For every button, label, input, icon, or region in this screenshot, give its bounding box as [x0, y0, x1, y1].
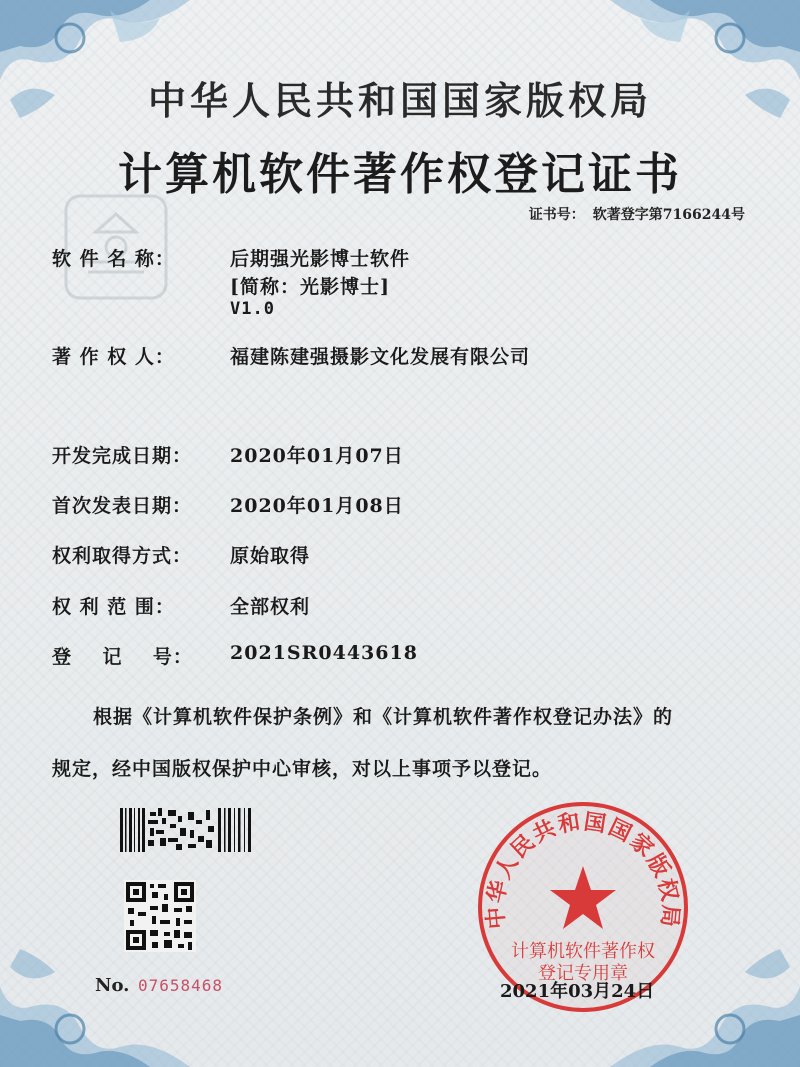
software-name-value: 后期强光影博士软件	[230, 248, 411, 270]
development-completion-label: 开发完成日期：	[52, 445, 193, 467]
rights-scope-label: 权 利 范 围：	[52, 596, 175, 618]
seal-line-1: 计算机软件著作权	[511, 941, 655, 962]
development-completion-row	[52, 441, 404, 468]
software-version: V1.0	[230, 299, 275, 319]
seal-line-2: 登记专用章	[538, 963, 628, 984]
statement-line-1: 根据《计算机软件保护条例》和《计算机软件著作权登记办法》的	[93, 706, 674, 728]
first-publication-value: 2020年01月08日	[230, 495, 404, 517]
acquisition-method-value: 原始取得	[230, 545, 311, 567]
development-completion-value: 2020年01月07日	[230, 445, 404, 467]
registration-number-value: 2021SR0443618	[230, 642, 418, 664]
acquisition-method-label: 权利取得方式：	[52, 545, 193, 567]
barcode-icon	[120, 808, 252, 852]
copyright-owner-label: 著 作 权 人：	[52, 346, 175, 368]
software-name-row	[52, 244, 411, 271]
first-publication-label: 首次发表日期：	[52, 495, 193, 517]
copyright-owner-value: 福建陈建强摄影文化发展有限公司	[230, 346, 531, 368]
rights-scope-value: 全部权利	[230, 596, 311, 618]
rights-scope-row	[52, 592, 311, 619]
copyright-owner-row	[52, 342, 531, 369]
issue-date: 2021年03月24日	[500, 981, 655, 1002]
statement-line-2: 规定，经中国版权保护中心审核，对以上事项予以登记。	[52, 758, 553, 780]
serial-number-label: No.	[95, 975, 130, 996]
issuing-authority: 中华人民共和国国家版权局	[147, 78, 652, 123]
certificate-number	[521, 204, 745, 224]
certificate-title: 计算机软件著作权登记证书	[118, 149, 682, 200]
acquisition-method-row	[52, 541, 311, 568]
registration-number-row	[52, 642, 418, 669]
qr-code-icon	[124, 880, 196, 952]
registration-number-label: 登 记 号：	[52, 646, 193, 668]
certificate-number-label: 证书号：	[528, 207, 585, 223]
certificate-number-value: 软著登字第7166244号	[592, 207, 745, 223]
serial-number-value: 07658468	[138, 976, 224, 995]
software-short-name: [简称：光影博士]	[230, 276, 390, 298]
first-publication-row	[52, 491, 404, 518]
seal-ring-text: 中华人民共和国国家版权局	[483, 809, 683, 930]
software-name-label: 软 件 名 称：	[52, 248, 175, 270]
